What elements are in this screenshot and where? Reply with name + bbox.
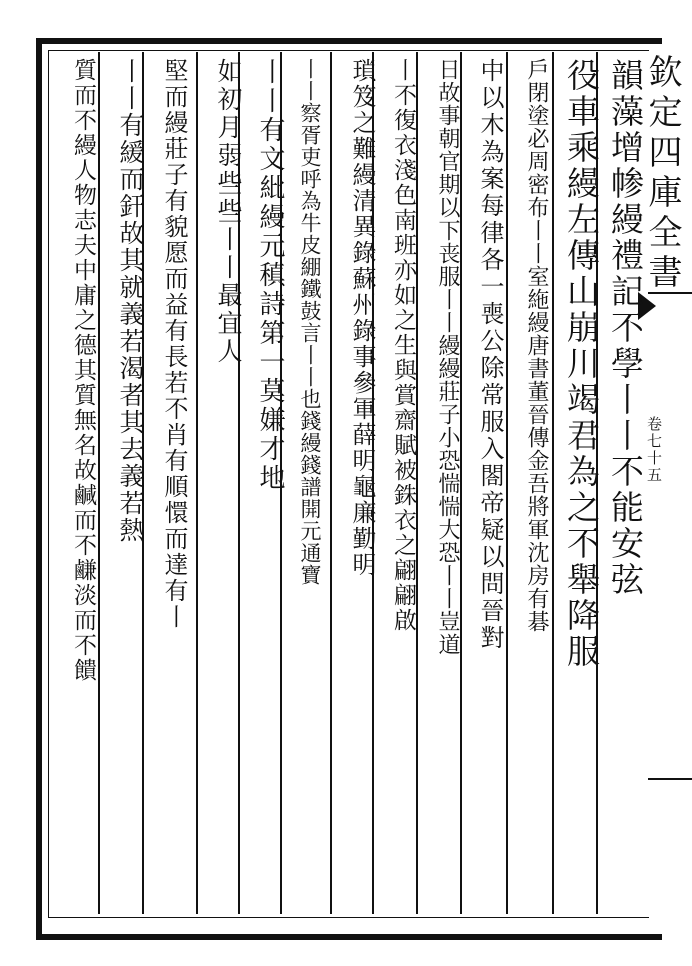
text-column: 韻藻增㡎縵禮記不學丨丨不能安弦 [606,58,645,598]
text-column: 丨丨有文紕縵元稹詩第一莫嫌才地 [255,58,285,493]
text-column: 質而不縵人物志夫中庸之德其質無名故鹹而不鹻淡而不饋 [70,58,96,683]
juan-number: 卷七十五 [645,416,663,484]
text-column: 丨丨有緩而釬故其就義若渴者其去義若熱 [116,58,145,544]
collection-title: 欽定四庫全書 [642,54,682,294]
text-column: 丨丨察胥吏呼為牛皮綳鐵鼓言丨丨也錢縵錢譜開元通寶 [298,58,322,586]
text-column: 戶閉塗必周密布丨丨室絁縵唐書董晉傳金吾將軍沈房有碁 [524,58,549,633]
margin-rule [648,778,692,780]
text-column: 瑣笈之難縵清異錄蘇州錄事參軍薛明龜廉勤明 [348,58,376,578]
text-column: 丨不復衣淺色南班亦如之生與賞齋賦被銖衣之翩翩啟 [390,58,416,633]
column-rule [196,52,198,914]
text-column: 中以木為案每律各一喪公除常服入閤帝疑以問晉對 [476,58,504,652]
text-column: 堅而縵莊子有貌愿而益有長若不肖有順懁而達有丨 [160,58,188,630]
text-column: 日故事朝官期以下丧服丨丨縵縵莊子小恐惴惴大恐丨丨豈道 [435,58,460,656]
text-column: 役車乘縵左傳山崩川竭君為之不舉降服 [562,58,601,670]
text-column: 如初月弱些些丨丨最宜人 [214,58,243,366]
